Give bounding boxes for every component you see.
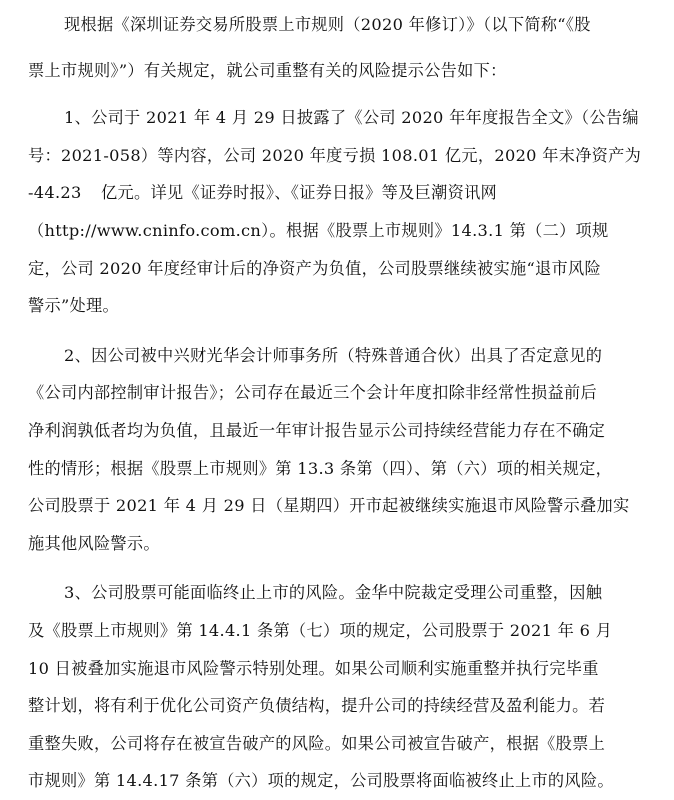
text-line: 公司股票于 2021 年 4 月 29 日（星期四）开市起被继续实施退市风险警示叠加实 — [28, 496, 630, 516]
text-line: 及《股票上市规则》第 14.4.1 条第（七）项的规定，公司股票于 2021 年 6 月 — [28, 620, 613, 640]
text-line: 警示”处理。 — [28, 296, 120, 316]
text-line: 施其他风险警示。 — [28, 533, 160, 553]
text-line: 3、公司股票可能面临终止上市的风险。金华中院裁定受理公司重整，因触 — [64, 583, 603, 603]
text-line: 1、公司于 2021 年 4 月 29 日披露了《公司 2020 年年度报告全文》（公告编 — [64, 108, 639, 128]
text-line: 整计划，将有利于优化公司资产负债结构，提升公司的持续经营及盈利能力。若 — [28, 696, 606, 716]
text-line: 性的情形；根据《股票上市规则》第 13.3 条第（四）、第（六）项的相关规定， — [28, 458, 613, 478]
item-3-paragraph — [28, 574, 662, 800]
text-line: （http://www.cninfo.com.cn）。根据《股票上市规则》14.3.1 第（二）项规 — [28, 220, 609, 240]
text-line: 《公司内部控制审计报告》；公司存在最近三个会计年度扣除非经常性损益前后 — [28, 383, 597, 403]
item-2-paragraph — [28, 337, 662, 563]
text-line: 市规则》第 14.4.17 条第（六）项的规定，公司股票将面临被终止上市的风险。 — [28, 771, 614, 791]
text-line: 现根据《深圳证券交易所股票上市规则（2020 年修订）》（以下简称“《股 — [64, 15, 591, 34]
text-line: 号：2021-058）等内容，公司 2020 年度亏损 108.01 亿元，2020 年末净资产为 — [28, 145, 642, 165]
text-line: 10 日被叠加实施退市风险警示特别处理。如果公司顺利实施重整并执行完毕重 — [28, 658, 599, 678]
text-line: 2、因公司被中兴财光华会计师事务所（特殊普通合伙）出具了否定意见的 — [64, 345, 603, 365]
item-1-paragraph — [28, 99, 662, 325]
text-line: -44.23 亿元。详见《证券时报》、《证券日报》等及巨潮资讯网 — [28, 183, 498, 203]
text-line: 票上市规则》”）有关规定，就公司重整有关的风险提示公告如下： — [28, 60, 507, 80]
text-line: 净利润孰低者均为负值，且最近一年审计报告显示公司持续经营能力存在不确定 — [28, 420, 606, 440]
text-line: 重整失败，公司将存在被宣告破产的风险。如果公司被宣告破产，根据《股票上 — [28, 733, 606, 753]
text-line: 定，公司 2020 年度经审计后的净资产为负值，公司股票继续被实施“退市风险 — [28, 258, 601, 278]
intro-paragraph — [28, 6, 662, 89]
